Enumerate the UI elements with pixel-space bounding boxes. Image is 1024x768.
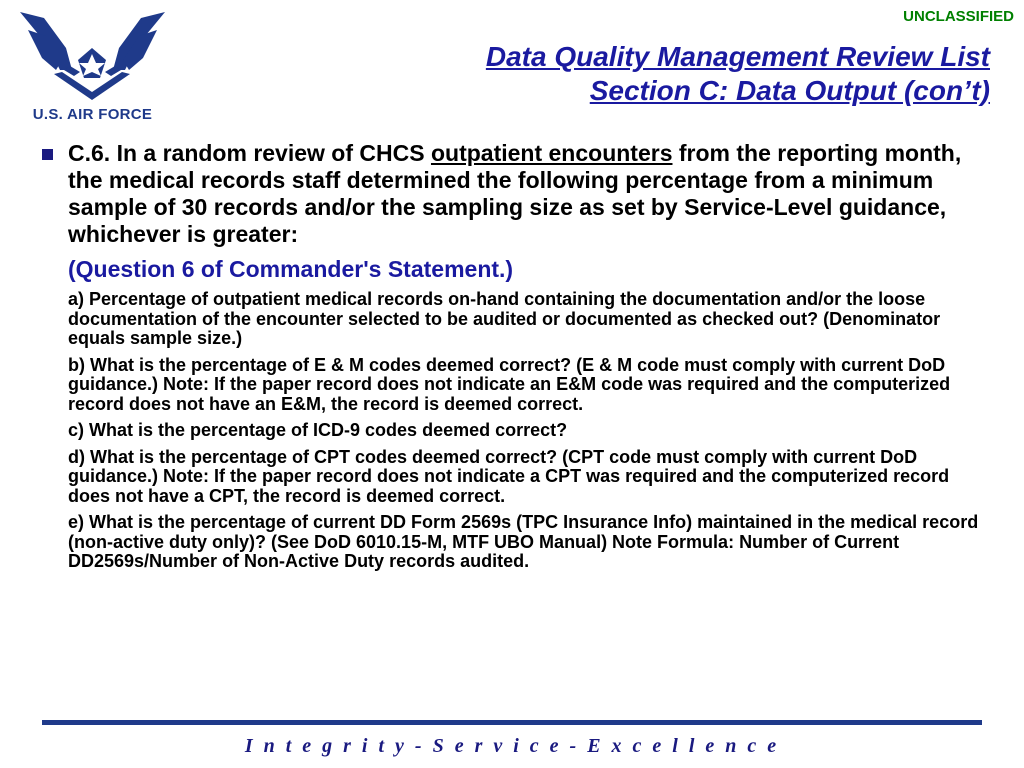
title-line-2: Section C: Data Output (con’t) [589, 75, 990, 106]
slide-content [40, 140, 990, 572]
footer-divider [42, 720, 982, 725]
air-force-logo [10, 8, 175, 123]
air-force-wings-icon [10, 8, 175, 104]
main-bullet-suffix: from the reporting month, the medical records staff determined the following percentage from a minimum sample of 30 records and/or the sampling size as set by Service-Level guidance, whichever is greater: [68, 140, 962, 247]
sub-item-e: e) What is the percentage of current DD Form 2569s (TPC Insurance Info) maintained in the medical record (non-active duty only)? (See DoD 6010.15-M, MTF UBO Manual) Note Formula: Number of Current DD2569s/Number of Non-Active Duty records audited. [68, 512, 979, 571]
sub-item-c: c) What is the percentage of ICD-9 codes deemed correct? [68, 420, 568, 440]
logo-wordmark: U.S. AIR FORCE [32, 106, 153, 123]
sub-item-b: b) What is the percentage of E & M codes deemed correct? (E & M code must comply with current DoD guidance.) Note: If the paper record does not indicate an E&M code was required and the computerized record does not have an E&M, the record is deemed correct. [68, 354, 951, 414]
sub-item-a: a) Percentage of outpatient medical records on-hand containing the documentation and/or the loose documentation of the encounter selected to be audited or documented as checked out? (Denominator equals sample size.) [68, 289, 941, 348]
footer-motto: I n t e g r i t y - S e r v i c e - E x c e l l e n c e [244, 735, 780, 757]
main-bullet-emphasis: outpatient encounters [430, 140, 673, 166]
main-bullet [40, 140, 990, 248]
title-line-1: Data Quality Management Review List [485, 41, 990, 72]
classification-label: UNCLASSIFIED [903, 8, 1014, 25]
question-reference: (Question 6 of Commander's Statement.) [68, 256, 514, 282]
main-bullet-prefix: C.6. In a random review of CHCS [68, 140, 431, 166]
slide-title [486, 40, 990, 108]
square-bullet-icon [42, 149, 53, 160]
sub-item-d: d) What is the percentage of CPT codes deemed correct? (CPT code must comply with current DoD guidance.) Note: If the paper record does not indicate a CPT was required and the computerized record does not have a CPT, the record is deemed correct. [68, 446, 950, 506]
